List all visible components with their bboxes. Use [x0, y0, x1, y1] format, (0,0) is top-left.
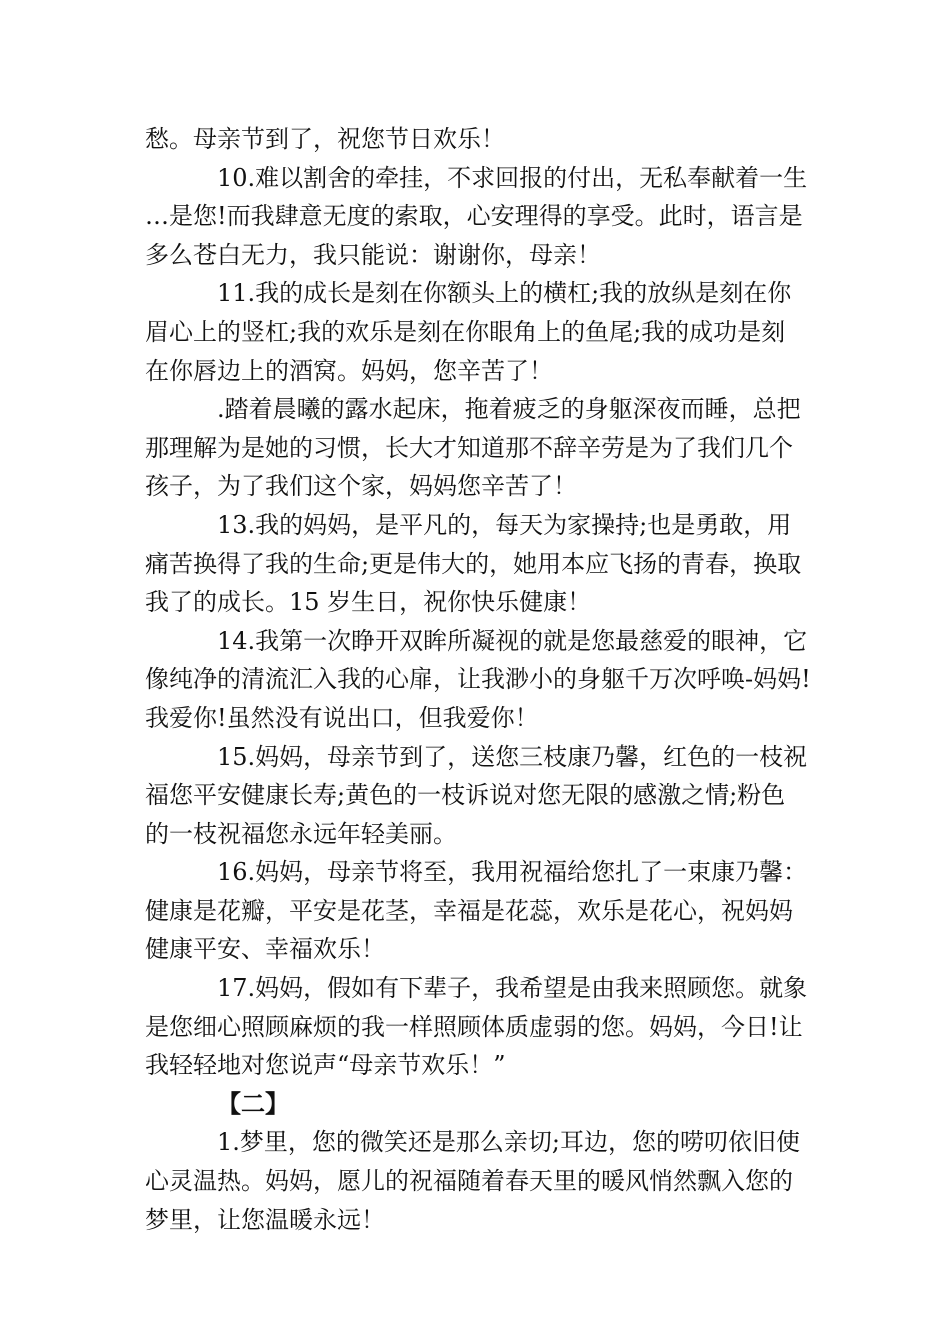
- paragraph-line: 眉心上的竖杠;我的欢乐是刻在你眼角上的鱼尾;我的成功是刻: [145, 317, 786, 346]
- paragraph-p16: [145, 853, 808, 969]
- paragraph-p17: [145, 969, 808, 1085]
- paragraph-line: …是您!而我肆意无度的索取，心安理得的享受。此时，语言是: [145, 202, 803, 231]
- paragraph-p12: [145, 390, 805, 506]
- section-heading: 【二】: [217, 1088, 289, 1118]
- paragraph-p14: [145, 622, 811, 738]
- paragraph-line: 我了的成长。15 岁生日，祝你快乐健康！: [145, 588, 592, 617]
- paragraph-line: 是您细心照顾麻烦的我一样照顾体质虚弱的您。妈妈，今日!让: [145, 1012, 803, 1041]
- document-body: [145, 120, 811, 1085]
- paragraph-line: 15.妈妈，母亲节到了，送您三枝康乃馨，红色的一枝祝: [217, 742, 808, 771]
- paragraph-line: 的一枝祝福您永远年轻美丽。: [145, 819, 457, 848]
- paragraph-line: 11.我的成长是刻在你额头上的横杠;我的放纵是刻在你: [217, 279, 792, 308]
- paragraph-s2-p1: [145, 1123, 805, 1239]
- paragraph-line: 那理解为是她的习惯，长大才知道那不辞辛劳是为了我们几个: [145, 433, 793, 462]
- paragraph-line: 心灵温热。妈妈，愿儿的祝福随着春天里的暖风悄然飘入您的: [145, 1167, 793, 1196]
- paragraph-line: .踏着晨曦的露水起床，拖着疲乏的身躯深夜而睡，总把: [217, 395, 801, 424]
- paragraph-line: 17.妈妈，假如有下辈子，我希望是由我来照顾您。就象: [217, 974, 808, 1003]
- document-page: [145, 120, 811, 1239]
- paragraph-line: 13.我的妈妈，是平凡的，每天为家操持;也是勇敢，用: [217, 510, 792, 539]
- paragraph-line: 痛苦换得了我的生命;更是伟大的，她用本应飞扬的青春，换取: [145, 549, 802, 578]
- paragraph-line: 16.妈妈，母亲节将至，我用祝福给您扎了一束康乃馨：: [217, 858, 808, 887]
- paragraph-p13: [145, 506, 805, 622]
- paragraph-line: 多么苍白无力，我只能说：谢谢你，母亲！: [145, 240, 601, 269]
- paragraph-line: 孩子，为了我们这个家，妈妈您辛苦了！: [145, 472, 577, 501]
- paragraph-line: 10.难以割舍的牵挂，不求回报的付出，无私奉献着一生: [217, 163, 808, 192]
- paragraph-p-cont: [145, 120, 805, 159]
- paragraph-line: 在你唇边上的酒窝。妈妈，您辛苦了！: [145, 356, 553, 385]
- section-body: [145, 1123, 805, 1239]
- paragraph-line: 愁。母亲节到了，祝您节日欢乐！: [145, 125, 505, 153]
- paragraph-line: 梦里，让您温暖永远！: [145, 1205, 385, 1234]
- paragraph-line: 福您平安健康长寿;黄色的一枝诉说对您无限的感激之情;粉色: [145, 781, 786, 810]
- paragraph-p10: [145, 159, 808, 275]
- paragraph-p11: [145, 274, 805, 390]
- paragraph-line: 1.梦里，您的微笑还是那么亲切;耳边，您的唠叨依旧使: [217, 1128, 800, 1157]
- paragraph-line: 像纯净的清流汇入我的心扉，让我渺小的身躯千万次呼唤-妈妈!: [145, 665, 811, 694]
- paragraph-line: 健康是花瓣，平安是花茎，幸福是花蕊，欢乐是花心，祝妈妈: [145, 896, 793, 925]
- paragraph-line: 我爱你!虽然没有说出口，但我爱你！: [145, 703, 539, 732]
- paragraph-line: 健康平安、幸福欢乐！: [145, 935, 385, 964]
- paragraph-line: 14.我第一次睁开双眸所凝视的就是您最慈爱的眼神，它: [217, 626, 808, 655]
- paragraph-line: 我轻轻地对您说声“母亲节欢乐！”: [145, 1051, 506, 1080]
- paragraph-p15: [145, 738, 808, 854]
